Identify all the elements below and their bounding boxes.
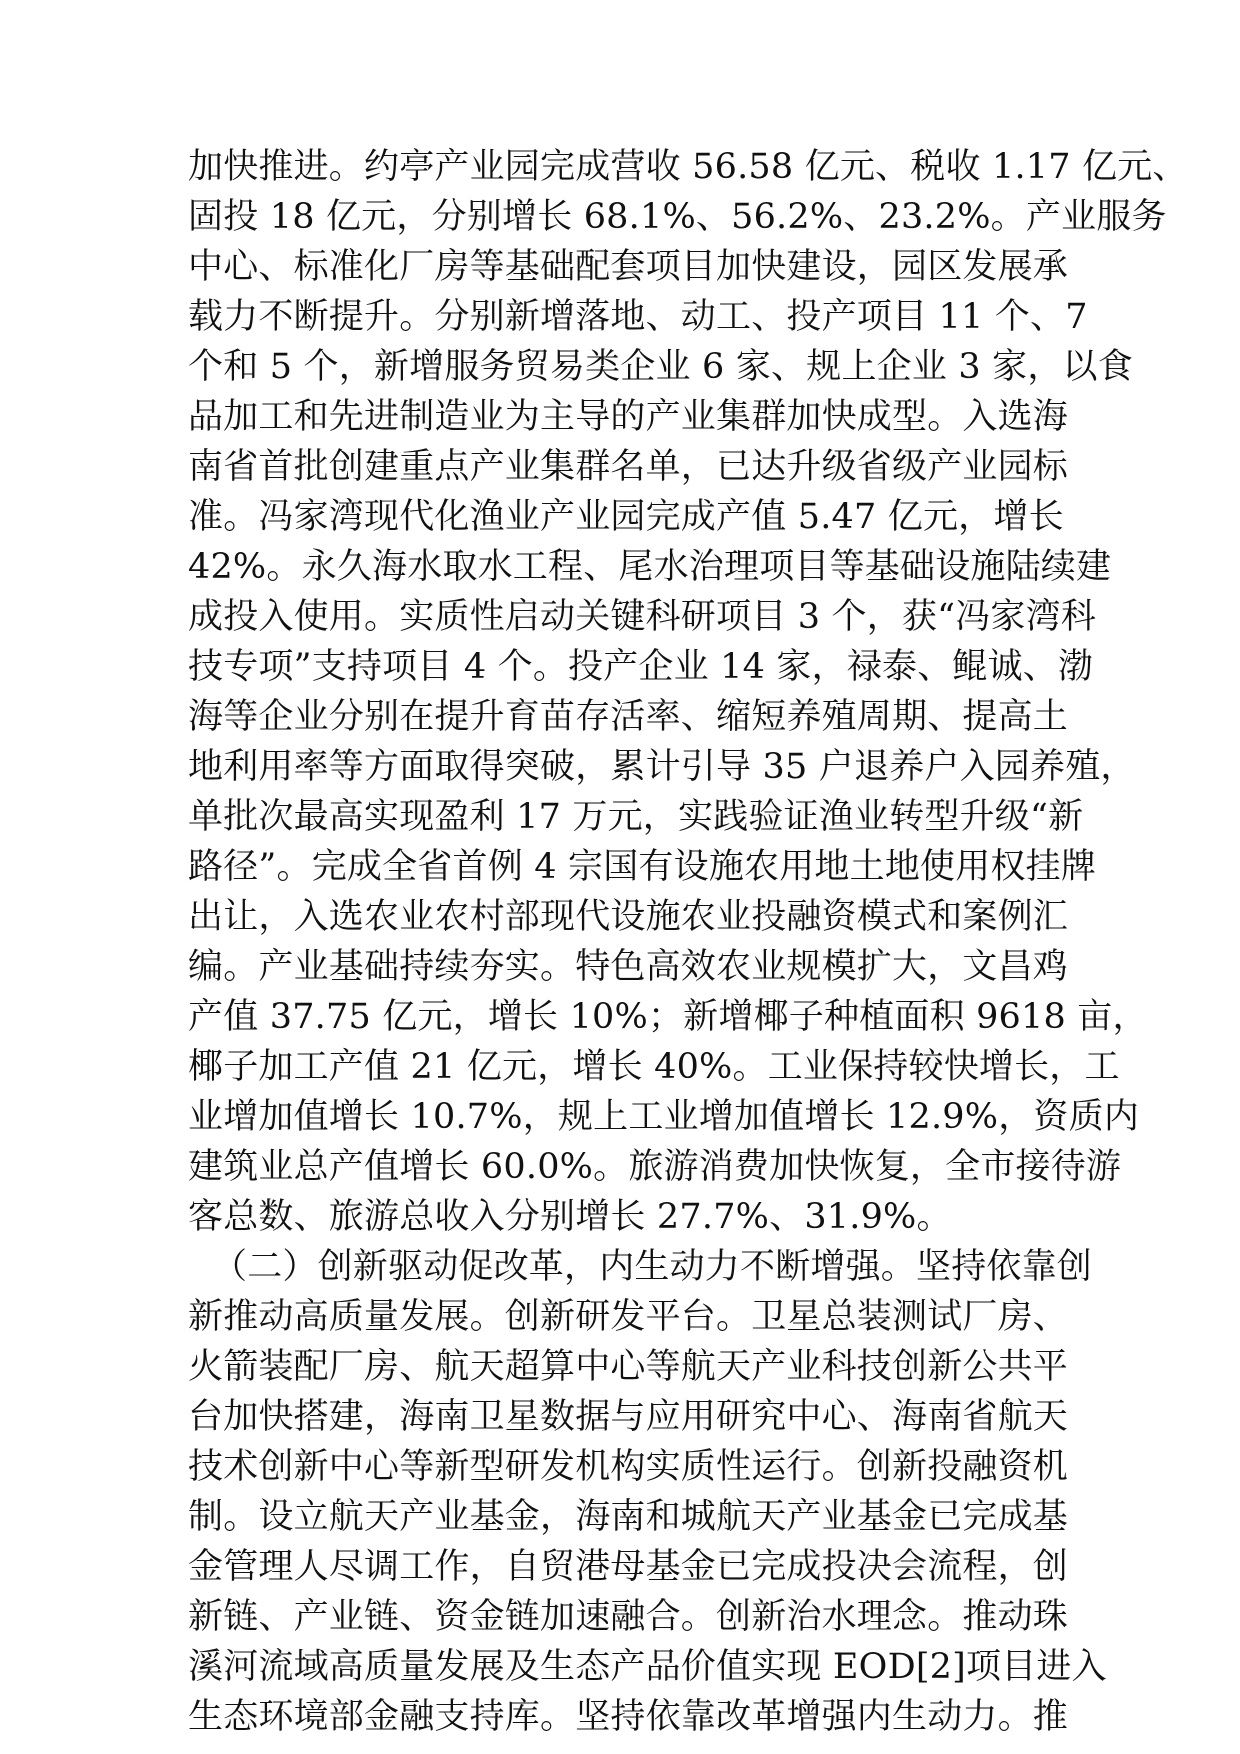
text-line-19: 椰子加工产值 21 亿元，增长 40%。工业保持较快增长，工 — [188, 1047, 1120, 1087]
text-line-22: 客总数、旅游总收入分别增长 27.7%、31.9%。 — [188, 1197, 952, 1237]
text-line-25: 火箭装配厂房、航天超算中心等航天产业科技创新公共平 — [188, 1347, 1069, 1387]
text-line-9: 42%。永久海水取水工程、尾水治理项目等基础设施陆续建 — [188, 547, 1112, 587]
text-line-18: 产值 37.75 亿元，增长 10%；新增椰子种植面积 9618 亩， — [188, 997, 1148, 1037]
body-text — [188, 142, 1188, 1742]
text-line-26: 台加快搭建，海南卫星数据与应用研究中心、海南省航天 — [188, 1397, 1069, 1437]
text-line-8: 准。冯家湾现代化渔业产业园完成产值 5.47 亿元，增长 — [188, 497, 1064, 537]
section-heading-line: （二）创新驱动促改革，内生动力不断增强。坚持依靠创 — [212, 1247, 1093, 1287]
text-line-28: 制。设立航天产业基金，海南和城航天产业基金已完成基 — [188, 1497, 1069, 1537]
text-line-29: 金管理人尽调工作，自贸港母基金已完成投决会流程，创 — [188, 1547, 1069, 1587]
text-line-1: 加快推进。约亭产业园完成营收 56.58 亿元、税收 1.17 亿元、 — [188, 147, 1188, 187]
text-line-17: 编。产业基础持续夯实。特色高效农业规模扩大，文昌鸡 — [188, 947, 1069, 987]
text-line-30: 新链、产业链、资金链加速融合。创新治水理念。推动珠 — [188, 1597, 1069, 1637]
text-line-13: 地利用率等方面取得突破，累计引导 35 户退养户入园养殖， — [188, 747, 1136, 787]
text-line-5: 个和 5 个，新增服务贸易类企业 6 家、规上企业 3 家，以食 — [188, 347, 1133, 387]
text-line-3: 中心、标准化厂房等基础配套项目加快建设，园区发展承 — [188, 247, 1069, 287]
text-line-21: 建筑业总产值增长 60.0%。旅游消费加快恢复，全市接待游 — [188, 1147, 1122, 1187]
text-line-12: 海等企业分别在提升育苗存活率、缩短养殖周期、提高土 — [188, 697, 1069, 737]
text-line-7: 南省首批创建重点产业集群名单，已达升级省级产业园标 — [188, 447, 1069, 487]
text-line-14: 单批次最高实现盈利 17 万元，实践验证渔业转型升级“新 — [188, 797, 1084, 837]
text-line-24: 新推动高质量发展。创新研发平台。卫星总装测试厂房、 — [188, 1297, 1069, 1337]
text-line-6: 品加工和先进制造业为主导的产业集群加快成型。入选海 — [188, 397, 1069, 437]
text-line-27: 技术创新中心等新型研发机构实质性运行。创新投融资机 — [188, 1447, 1069, 1487]
text-line-20: 业增加值增长 10.7%，规上工业增加值增长 12.9%，资质内 — [188, 1097, 1140, 1137]
text-line-32: 生态环境部金融支持库。坚持依靠改革增强内生动力。推 — [188, 1697, 1069, 1737]
text-line-10: 成投入使用。实质性启动关键科研项目 3 个，获“冯家湾科 — [188, 597, 1097, 637]
text-line-15: 路径”。完成全省首例 4 宗国有设施农用地土地使用权挂牌 — [188, 847, 1097, 887]
text-line-4: 载力不断提升。分别新增落地、动工、投产项目 11 个、7 — [188, 297, 1088, 337]
text-line-11: 技专项”支持项目 4 个。投产企业 14 家，禄泰、鲲诚、渤 — [188, 647, 1094, 687]
text-line-16: 出让，入选农业农村部现代设施农业投融资模式和案例汇 — [188, 897, 1069, 937]
text-line-2: 固投 18 亿元，分别增长 68.1%、56.2%、23.2%。产业服务 — [188, 197, 1167, 237]
text-line-31: 溪河流域高质量发展及生态产品价值实现 EOD[2]项目进入 — [188, 1647, 1107, 1687]
